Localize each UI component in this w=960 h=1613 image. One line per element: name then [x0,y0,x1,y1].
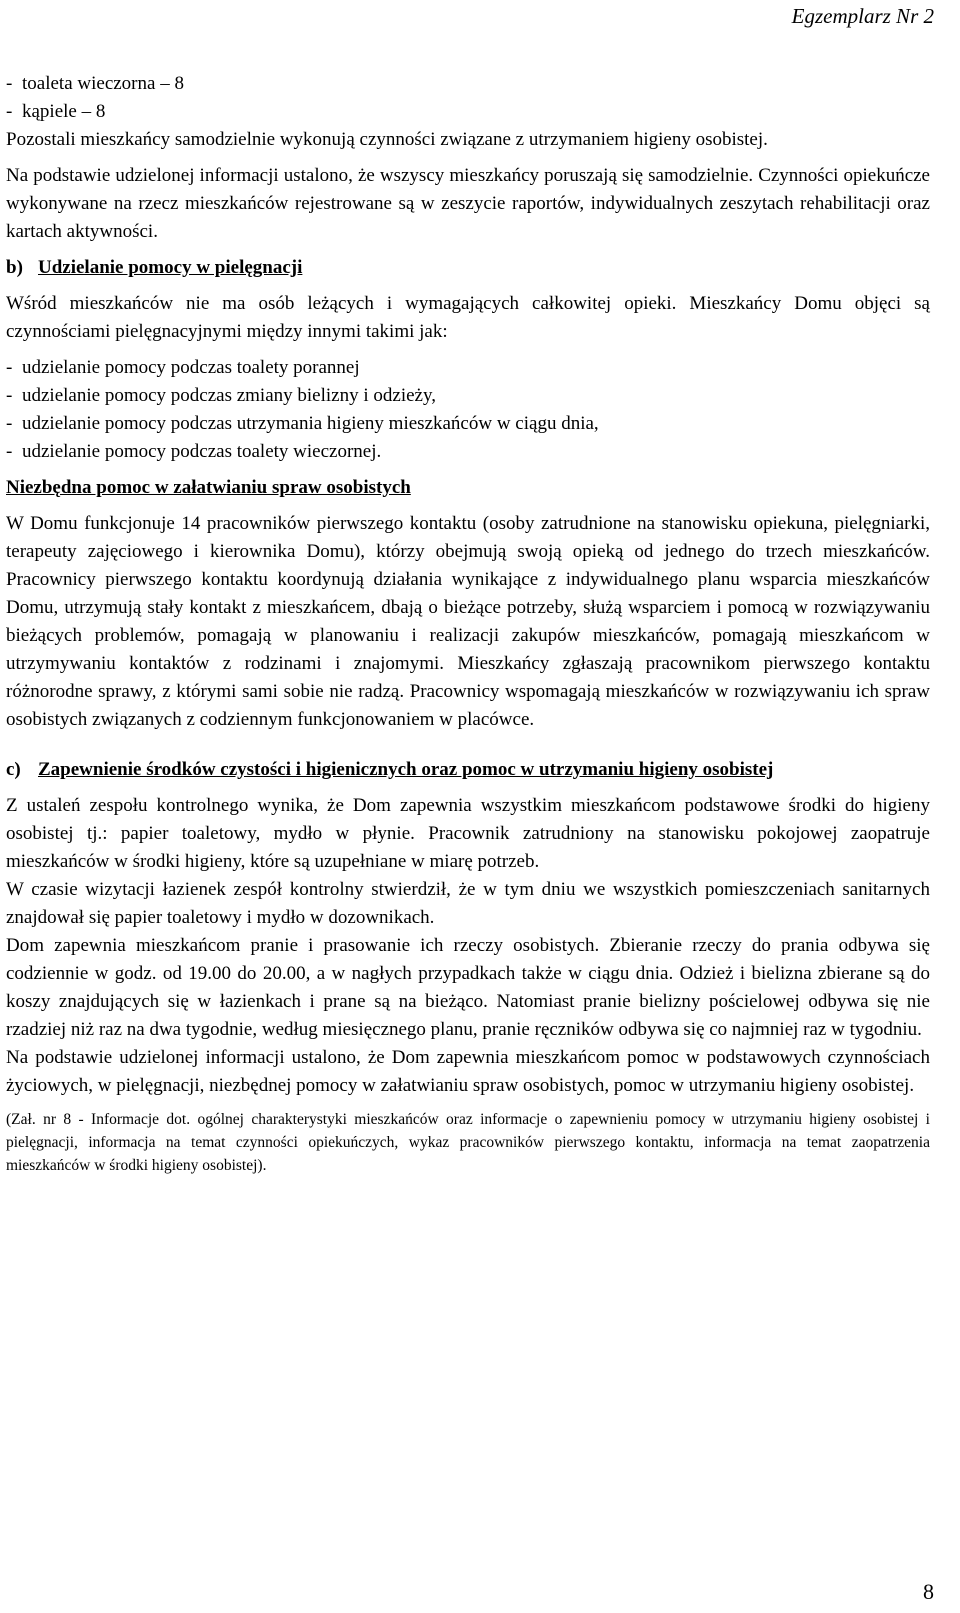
section-title: Udzielanie pomocy w pielęgnacji [38,257,303,278]
list-item-text: udzielanie pomocy podczas zmiany bielizny i odzieży, [22,385,436,406]
dash-icon: - [6,357,13,378]
copy-label: Egzemplarz Nr 2 [791,4,934,28]
document-body [6,70,930,1177]
page-number: 8 [923,1579,934,1604]
list-item [6,98,930,126]
list-item-text: udzielanie pomocy podczas toalety wieczornej. [22,441,382,462]
dash-icon: - [6,101,13,122]
list-item [6,382,930,410]
attachment-note: (Zał. nr 8 - Informacje dot. ogólnej charakterystyki mieszkańców oraz informacje o zapewnieniu pomocy w utrzymaniu higieny osobistej i pielęgnacji, informacja na temat czynności opiekuńczych, wykaz pracowników pierwszego kontaktu, informacja na temat zaopatrzenia mieszkańców w środki higieny osobistej). [6,1111,930,1174]
section-c-para-1: Z ustaleń zespołu kontrolnego wynika, że Dom zapewnia wszystkim mieszkańcom podstawowe środki do higieny osobistej tj.: papier toaletowy, mydło w płynie. Pracownik zatrudniony na stanowisku pokojowej zaopatruje mieszkańców w środki higieny, które są uzupełniane w miarę potrzeb. [6,795,930,872]
dash-icon: - [6,73,13,94]
section-letter: c) [6,759,21,780]
paragraph-mobility: Na podstawie udzielonej informacji ustalono, że wszyscy mieszkańcy poruszają się samodzielnie. Czynności opiekuńcze wykonywane na rzecz mieszkańców rejestrowane są w zeszycie raportów, indywidualnych zeszytach rehabilitacji oraz kartach aktywności. [6,165,930,242]
section-title: Niezbędna pomoc w załatwianiu spraw osobistych [6,477,411,498]
section-b-intro: Wśród mieszkańców nie ma osób leżących i wymagających całkowitej opieki. Mieszkańcy Domu objęci są czynnościami pielęgnacyjnymi między innymi takimi jak: [6,293,930,342]
section-c-para-2: W czasie wizytacji łazienek zespół kontrolny stwierdził, że w tym dniu we wszystkich pomieszczeniach sanitarnych znajdował się papier toaletowy i mydło w dozownikach. [6,879,930,928]
section-c-para-4: Na podstawie udzielonej informacji ustalono, że Dom zapewnia mieszkańcom pomoc w podstawowych czynnościach życiowych, w pielęgnacji, niezbędnej pomocy w załatwianiu spraw osobistych, pomoc w utrzymaniu higieny osobistej. [6,1047,930,1096]
dash-icon: - [6,413,13,434]
section-c-para-3: Dom zapewnia mieszkańcom pranie i prasowanie ich rzeczy osobistych. Zbieranie rzeczy do prania odbywa się codziennie w godz. od 19.00 do 20.00, a w nagłych przypadkach także w ciągu dnia. Odzież i bielizna zbierane są do koszy znajdujących się w łazienkach i prane są na bieżąco. Natomiast pranie bielizny pościelowej odbywa się nie rzadziej niż raz na dwa tygodnie, według miesięcznego planu, pranie ręczników odbywa się co najmniej raz w tygodniu. [6,935,930,1040]
dash-icon: - [6,441,13,462]
list-item [6,438,930,466]
section-b-heading [6,254,930,282]
section-letter: b) [6,257,23,278]
list-item-text: udzielanie pomocy podczas utrzymania higieny mieszkańców w ciągu dnia, [22,413,599,434]
list-item-text: toaleta wieczorna – 8 [22,73,184,94]
list-item [6,70,930,98]
list-item-text: udzielanie pomocy podczas toalety porannej [22,357,360,378]
section-title: Zapewnienie środków czystości i higienicznych oraz pomoc w utrzymaniu higieny osobistej [38,759,774,780]
list-item [6,354,930,382]
dash-icon: - [6,385,13,406]
section-help-body: W Domu funkcjonuje 14 pracowników pierwszego kontaktu (osoby zatrudnione na stanowisku opiekuna, pielęgniarki, terapeuty zajęciowego i kierownika Domu), którzy obejmują swoją opieką od jednego do trzech mieszkańców. Pracownicy pierwszego kontaktu koordynują działania wynikające z indywidualnego planu wsparcia mieszkańców Domu, utrzymują stały kontakt z mieszkańcem, dbają o bieżące potrzeby, służą wsparciem i pomocą w rozwiązywaniu bieżących problemów, pomagają w planowaniu i realizacji zakupów mieszkańców, pomagają mieszkańcom w utrzymywaniu kontaktów z rodzinami i znajomymi. Mieszkańcy zgłaszają pracownikom pierwszego kontaktu różnorodne sprawy, z którymi sami sobie nie radzą. Pracownicy wspomagają mieszkańców w rozwiązywaniu ich spraw osobistych związanych z codziennym funkcjonowaniem w placówce. [6,513,930,730]
paragraph-hygiene: Pozostali mieszkańcy samodzielnie wykonują czynności związane z utrzymaniem higieny osobistej. [6,129,768,150]
section-help-heading [6,474,930,502]
section-c-heading [6,756,930,784]
list-item [6,410,930,438]
list-item-text: kąpiele – 8 [22,101,106,122]
